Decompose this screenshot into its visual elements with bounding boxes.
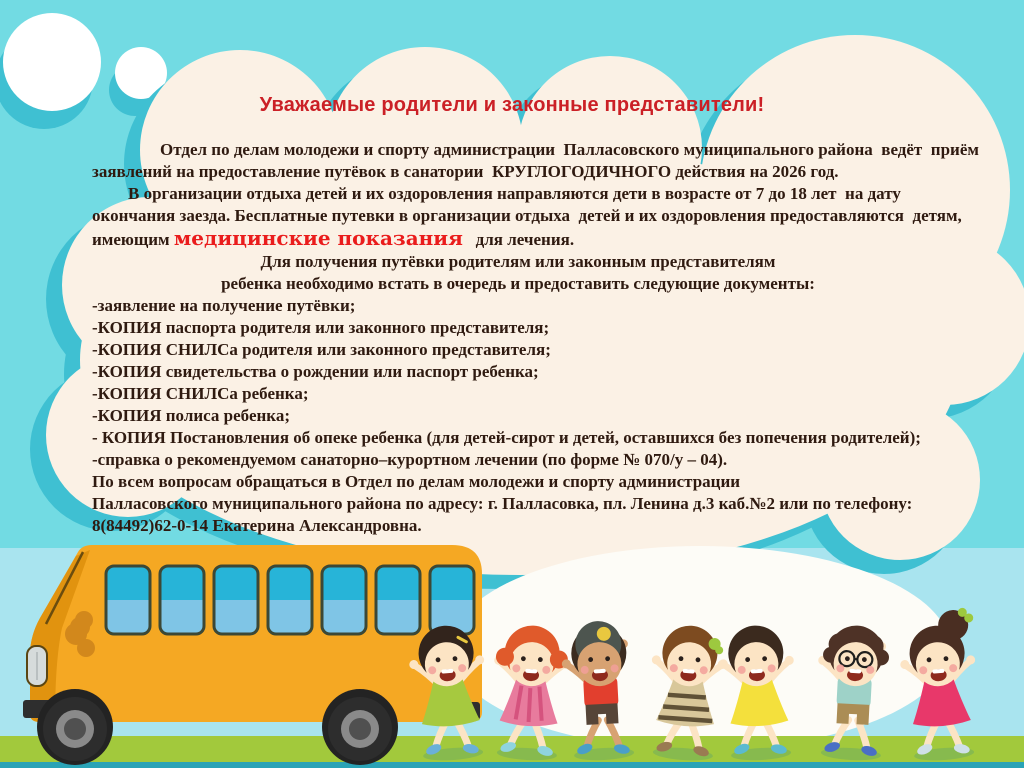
text-line-14: - КОПИЯ Постановления об опеке ребенка (для детей-сирот и детей, оставшихся без попечения родителей); [92, 428, 921, 447]
medical-indications-highlight: медицинские показания [173, 226, 463, 250]
text-line-5 [92, 227, 944, 251]
text-line-11: -КОПИЯ свидетельства о рождении или паспорт ребенка; [92, 362, 539, 381]
bus-window-1 [106, 566, 150, 634]
text-line-4: окончания заезда. Бесплатные путевки в организации отдыха детей и их оздоровления предоставляются детям, [92, 206, 962, 225]
body-text [92, 139, 979, 537]
bus-window-3 [214, 566, 258, 634]
text-line-1: Отдел по делам молодежи и спорту администрации Палласовского муниципального района ведёт приём [160, 140, 979, 159]
text-line-3: В организации отдыха детей и их оздоровления направляются дети в возрасте от 7 до 18 лет на дату [128, 184, 901, 203]
bus-window-6 [376, 566, 420, 634]
text-line-15: -справка о рекомендуемом санаторно–курортном лечении (по форме № 070/у – 04). [92, 450, 728, 469]
bus-window-2 [160, 566, 204, 634]
bus-wheel-rear [322, 689, 398, 765]
bus-wheel-front [37, 689, 113, 765]
text-line-9: -КОПИЯ паспорта родителя или законного представителя; [92, 318, 550, 337]
text-line-8: -заявление на получение путёвки; [92, 296, 356, 315]
text-span: имеющим [92, 230, 174, 249]
page-title: Уважаемые родители и законные представители! [259, 94, 765, 116]
text-line-7: ребенка необходимо встать в очередь и предоставить следующие документы: [221, 274, 815, 293]
text-line-6: Для получения путёвки родителям или законным представителям [260, 252, 776, 271]
bus-window-5 [322, 566, 366, 634]
text-line-16: По всем вопросам обращаться в Отдел по делам молодежи и спорту администрации [92, 472, 741, 491]
bus-window-4 [268, 566, 312, 634]
bottom-border [0, 762, 1024, 768]
text-line-2: заявлений на предоставление путёвок в санатории КРУГЛОГОДИЧНОГО действия на 2026 год. [92, 162, 839, 181]
text-span: для лечения. [462, 230, 575, 249]
bus-window-7 [430, 566, 474, 634]
text-line-17: Палласовского муниципального района по адресу: г. Палласовка, пл. Ленина д.3 каб.№2 или по телефону: [92, 494, 913, 513]
text-line-18: 8(84492)62-0-14 Екатерина Александровна. [92, 516, 422, 535]
text-line-13: -КОПИЯ полиса ребенка; [92, 406, 290, 425]
bus-windows [106, 566, 474, 634]
text-line-10: -КОПИЯ СНИЛСа родителя или законного представителя; [92, 340, 551, 359]
text-line-12: -КОПИЯ СНИЛСа ребенка; [92, 384, 309, 403]
